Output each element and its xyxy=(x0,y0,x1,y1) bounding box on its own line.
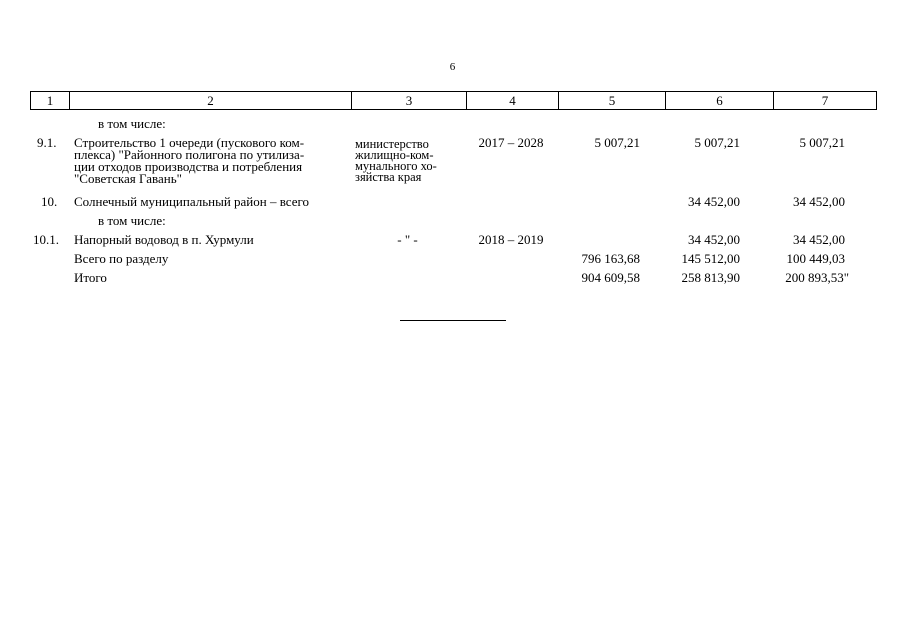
executor-line: министерство xyxy=(355,137,429,151)
executor-line: мунального хо- xyxy=(355,159,437,173)
subheading-including: в том числе: xyxy=(98,213,166,228)
end-of-document-line xyxy=(400,320,506,321)
column-header: 1 xyxy=(31,92,70,110)
value-col7: 34 452,00 xyxy=(793,194,845,209)
value-col6: 145 512,00 xyxy=(681,251,740,266)
item-name: Солнечный муниципальный район – всего xyxy=(74,194,309,209)
column-header-row xyxy=(30,91,877,110)
item-name xyxy=(74,137,304,185)
row-number: 10.1. xyxy=(33,232,59,247)
item-name-line: ции отходов производства и потребления xyxy=(74,159,303,174)
column-header: 2 xyxy=(70,92,352,110)
column-header: 6 xyxy=(666,92,774,110)
period: 2018 – 2019 xyxy=(478,232,544,247)
value-col7: 200 893,53" xyxy=(785,270,849,285)
value-col6: 34 452,00 xyxy=(688,194,740,209)
executor-line: зяйства края xyxy=(355,170,422,184)
value-col7: 34 452,00 xyxy=(793,232,845,247)
row-number: 10. xyxy=(41,194,58,209)
value-col7: 100 449,03 xyxy=(786,251,845,266)
item-name-line: плекса) "Районного полигона по утилиза- xyxy=(74,147,305,162)
executor: - " - xyxy=(397,232,418,247)
item-name: Напорный водовод в п. Хурмули xyxy=(74,232,254,247)
value-col6: 34 452,00 xyxy=(688,232,740,247)
column-header: 7 xyxy=(774,92,877,110)
period: 2017 – 2028 xyxy=(478,135,544,150)
section-total-label: Всего по разделу xyxy=(74,251,169,266)
column-header: 3 xyxy=(352,92,467,110)
executor xyxy=(355,139,437,183)
item-name-line: Строительство 1 очереди (пускового ком- xyxy=(74,135,305,150)
value-col6: 5 007,21 xyxy=(694,135,740,150)
grand-total-label: Итого xyxy=(74,270,107,285)
column-header: 4 xyxy=(467,92,559,110)
executor-line: жилищно-ком- xyxy=(355,148,434,162)
page-number: 6 xyxy=(449,61,456,73)
row-number: 9.1. xyxy=(37,135,57,150)
subheading-including: в том числе: xyxy=(98,116,166,131)
value-col5: 5 007,21 xyxy=(594,135,640,150)
column-header: 5 xyxy=(559,92,666,110)
item-name-line: "Советская Гавань" xyxy=(74,171,182,186)
value-col7: 5 007,21 xyxy=(799,135,845,150)
value-col5: 904 609,58 xyxy=(581,270,640,285)
value-col6: 258 813,90 xyxy=(681,270,740,285)
value-col5: 796 163,68 xyxy=(581,251,640,266)
